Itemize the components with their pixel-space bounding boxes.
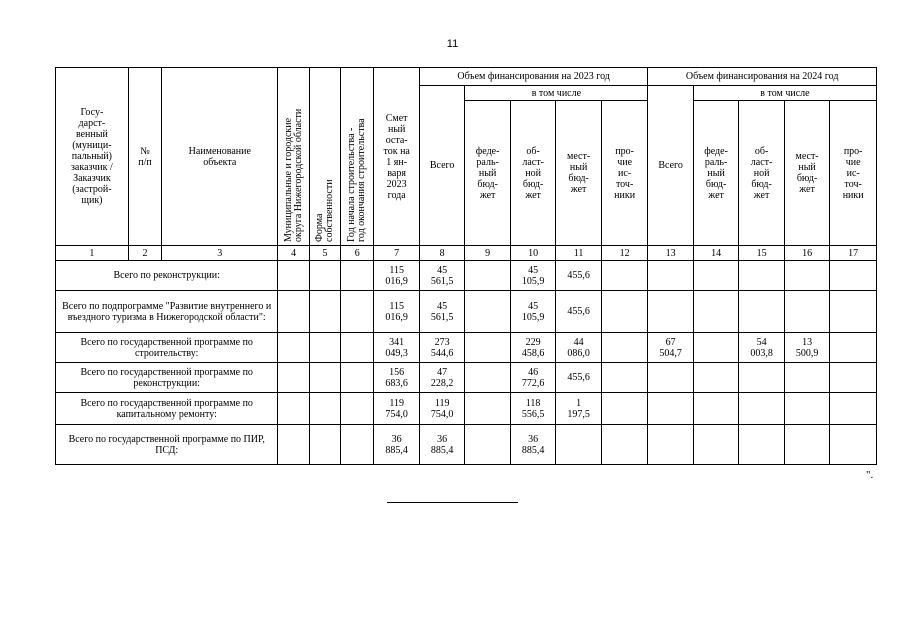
value-cell	[693, 393, 738, 425]
header-regional-2023: об- ласт- ной бюд- жет	[510, 101, 555, 246]
empty-cell	[309, 363, 340, 393]
header-federal-2024: феде- раль- ный бюд- жет	[693, 101, 738, 246]
value-cell	[601, 261, 648, 291]
column-numbers-row	[56, 246, 877, 261]
column-number: 1	[56, 246, 129, 261]
value-cell: 156 683,6	[374, 363, 419, 393]
value-cell	[601, 363, 648, 393]
empty-cell	[309, 425, 340, 465]
value-cell	[648, 291, 693, 333]
header-regional-2024: об- ласт- ной бюд- жет	[739, 101, 784, 246]
header-number: № п/п	[128, 68, 161, 246]
column-number: 17	[830, 246, 877, 261]
column-number: 14	[693, 246, 738, 261]
empty-cell	[341, 363, 374, 393]
value-cell: 455,6	[556, 261, 601, 291]
header-municipal: Муниципальные и городские округа Нижегородской области	[282, 108, 304, 242]
value-cell	[648, 425, 693, 465]
value-cell	[784, 261, 829, 291]
value-cell	[830, 363, 877, 393]
column-number: 13	[648, 246, 693, 261]
empty-cell	[278, 393, 309, 425]
column-number: 4	[278, 246, 309, 261]
value-cell: 36 885,4	[510, 425, 555, 465]
value-cell	[601, 333, 648, 363]
empty-cell	[309, 261, 340, 291]
column-number: 6	[341, 246, 374, 261]
value-cell	[784, 425, 829, 465]
value-cell	[648, 393, 693, 425]
value-cell	[465, 425, 510, 465]
empty-cell	[278, 363, 309, 393]
header-total-2023: Всего	[419, 86, 464, 246]
value-cell: 119 754,0	[374, 393, 419, 425]
row-label: Всего по государственной программе по ПИР, ПСД:	[56, 425, 278, 465]
column-number: 10	[510, 246, 555, 261]
value-cell: 45 105,9	[510, 291, 555, 333]
value-cell: 54 003,8	[739, 333, 784, 363]
header-incl-2023: в том числе	[465, 86, 648, 101]
value-cell: 273 544,6	[419, 333, 464, 363]
table-row	[56, 333, 877, 363]
value-cell: 13 500,9	[784, 333, 829, 363]
header-local-2023: мест- ный бюд- жет	[556, 101, 601, 246]
value-cell	[465, 363, 510, 393]
value-cell	[601, 393, 648, 425]
value-cell	[784, 363, 829, 393]
header-fin-2024: Объем финансирования на 2024 год	[648, 68, 877, 86]
header-customer: Госу- дарст- венный (муници- пальный) заказчик / Заказчик (застрой- щик)	[56, 68, 129, 246]
row-label: Всего по государственной программе по строительству:	[56, 333, 278, 363]
value-cell	[601, 425, 648, 465]
column-number: 15	[739, 246, 784, 261]
empty-cell	[341, 291, 374, 333]
header-years-cell	[341, 68, 374, 246]
column-number: 5	[309, 246, 340, 261]
empty-cell	[341, 261, 374, 291]
empty-cell	[341, 333, 374, 363]
column-number: 2	[128, 246, 161, 261]
empty-cell	[341, 393, 374, 425]
column-number: 8	[419, 246, 464, 261]
value-cell: 44 086,0	[556, 333, 601, 363]
header-local-2024: мест- ный бюд- жет	[784, 101, 829, 246]
value-cell	[465, 261, 510, 291]
empty-cell	[341, 425, 374, 465]
value-cell	[693, 333, 738, 363]
header-ownership-cell	[309, 68, 340, 246]
empty-cell	[278, 425, 309, 465]
value-cell: 36 885,4	[419, 425, 464, 465]
row-label: Всего по реконструкции:	[56, 261, 278, 291]
value-cell	[465, 393, 510, 425]
table-row	[56, 393, 877, 425]
value-cell	[830, 425, 877, 465]
header-object-name: Наименование объекта	[162, 68, 278, 246]
empty-cell	[278, 291, 309, 333]
header-other-2024: про- чие ис- точ- ники	[830, 101, 877, 246]
value-cell	[784, 291, 829, 333]
table-row	[56, 425, 877, 465]
value-cell	[739, 393, 784, 425]
value-cell	[693, 363, 738, 393]
column-number: 3	[162, 246, 278, 261]
value-cell	[739, 363, 784, 393]
value-cell: 455,6	[556, 363, 601, 393]
value-cell	[465, 333, 510, 363]
value-cell	[693, 291, 738, 333]
value-cell: 45 561,5	[419, 291, 464, 333]
header-years: Год начала строительства - год окончания строительства	[346, 117, 368, 242]
header-estimate: Смет ный оста- ток на 1 ян- варя 2023 года	[374, 68, 419, 246]
financing-table	[55, 67, 877, 465]
table-row	[56, 261, 877, 291]
header-total-2024: Всего	[648, 86, 693, 246]
value-cell: 47 228,2	[419, 363, 464, 393]
value-cell: 119 754,0	[419, 393, 464, 425]
table-row	[56, 363, 877, 393]
value-cell	[830, 393, 877, 425]
header-fin-2023: Объем финансирования на 2023 год	[419, 68, 647, 86]
header-municipal-cell	[278, 68, 309, 246]
value-cell	[830, 261, 877, 291]
value-cell	[648, 363, 693, 393]
value-cell: 45 561,5	[419, 261, 464, 291]
value-cell	[601, 291, 648, 333]
value-cell: 1 197,5	[556, 393, 601, 425]
value-cell	[739, 291, 784, 333]
column-number: 7	[374, 246, 419, 261]
value-cell	[830, 291, 877, 333]
value-cell	[648, 261, 693, 291]
row-label: Всего по государственной программе по капитальному ремонту:	[56, 393, 278, 425]
empty-cell	[278, 333, 309, 363]
empty-cell	[309, 393, 340, 425]
value-cell: 118 556,5	[510, 393, 555, 425]
value-cell	[465, 291, 510, 333]
header-ownership: Форма собственности	[313, 178, 335, 242]
value-cell: 45 105,9	[510, 261, 555, 291]
value-cell	[830, 333, 877, 363]
footer-separator	[387, 502, 518, 503]
value-cell	[739, 261, 784, 291]
page-number: 11	[446, 38, 459, 50]
empty-cell	[309, 291, 340, 333]
value-cell	[784, 393, 829, 425]
value-cell: 115 016,9	[374, 291, 419, 333]
value-cell	[693, 425, 738, 465]
value-cell: 67 504,7	[648, 333, 693, 363]
value-cell: 46 772,6	[510, 363, 555, 393]
header-incl-2024: в том числе	[693, 86, 876, 101]
closing-quote: ".	[866, 469, 874, 481]
row-label: Всего по государственной программе по реконструкции:	[56, 363, 278, 393]
value-cell: 229 458,6	[510, 333, 555, 363]
value-cell	[739, 425, 784, 465]
column-number: 11	[556, 246, 601, 261]
column-number: 9	[465, 246, 510, 261]
header-other-2023: про- чие ис- точ- ники	[601, 101, 648, 246]
table-row	[56, 291, 877, 333]
value-cell	[556, 425, 601, 465]
value-cell: 341 049,3	[374, 333, 419, 363]
value-cell	[693, 261, 738, 291]
column-number: 12	[601, 246, 648, 261]
value-cell: 36 885,4	[374, 425, 419, 465]
row-label: Всего по подпрограмме "Развитие внутреннего и въездного туризма в Нижегородской области":	[56, 291, 278, 333]
empty-cell	[309, 333, 340, 363]
value-cell: 455,6	[556, 291, 601, 333]
value-cell: 115 016,9	[374, 261, 419, 291]
header-federal-2023: феде- раль- ный бюд- жет	[465, 101, 510, 246]
empty-cell	[278, 261, 309, 291]
column-number: 16	[784, 246, 829, 261]
